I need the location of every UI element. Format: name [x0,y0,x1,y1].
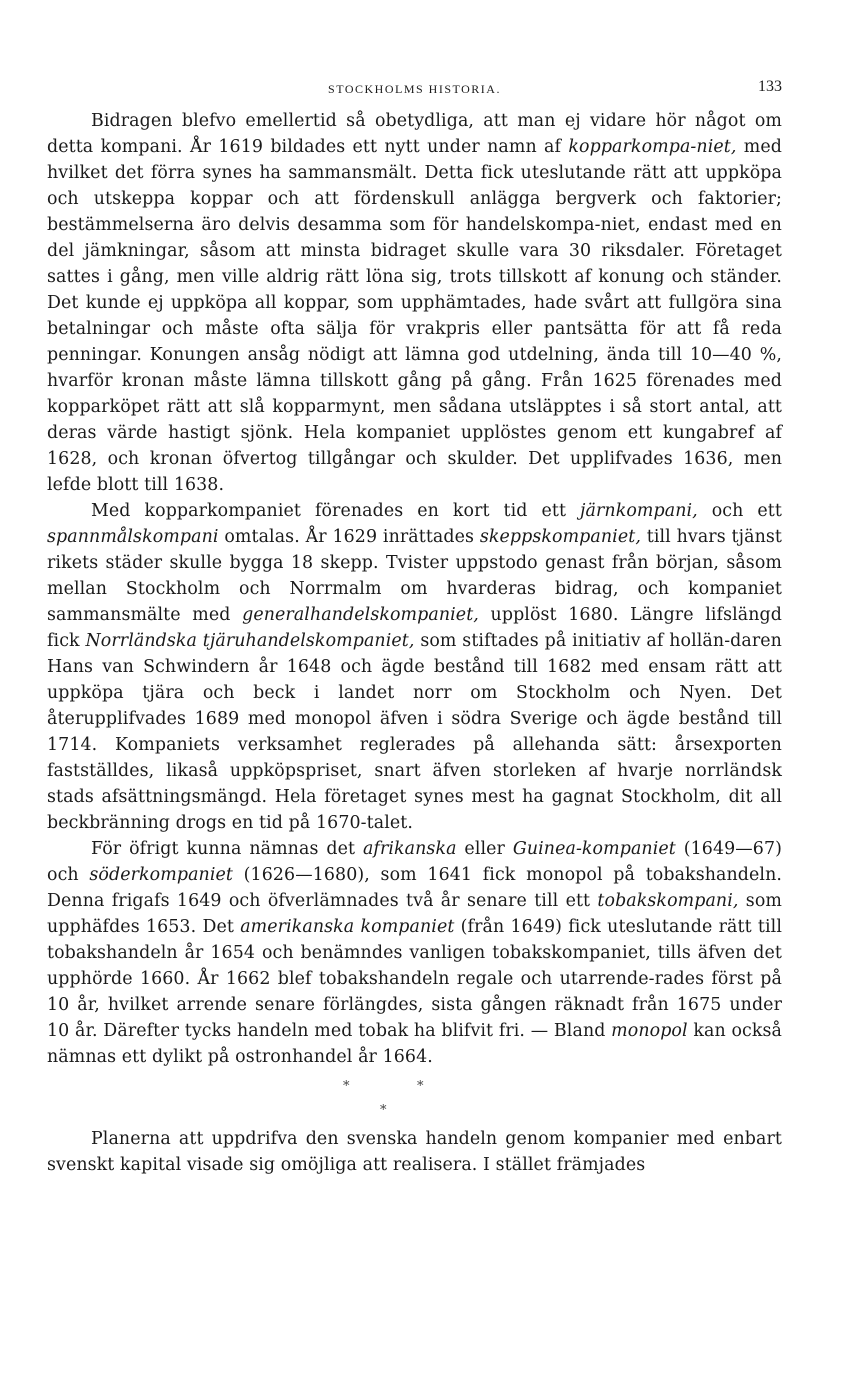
text-run: Bidragen blefvo emellertid så obetydliga, att man ej vidare hör något om detta kompani. År 1619 bildades ett nytt under namn af [47,111,782,157]
body-text [47,108,782,1178]
text-run: till hvars tjänst rikets städer skulle bygga 18 skepp. Tvister uppstodo genast från början, såsom mellan Stockholm och Norrmalm om hvarderas bidrag, och kompaniet sammansmälte med [47,527,782,625]
text-run: eller [456,839,513,859]
text-run: som upphäfdes 1653. Det [47,891,782,937]
running-head: STOCKHOLMS HISTORIA. [328,82,501,96]
text-run: (från 1649) fick uteslutande rätt till tobakshandeln år 1654 och benämndes vanligen tobakskompaniet, tills äfven det upphörde 1660. År 1662 blef tobakshandeln regale och utarrende-rades först på 10 år, hvilket arrende senare förlängdes, sista gången räknadt från 1675 under 10 år. Därefter tycks handeln med tobak ha blifvit fri. — Bland [47,917,782,1041]
italic-term: spannmålskompani [47,527,219,547]
page-header [47,76,782,108]
text-run: upplöst 1680. Längre lifslängd fick [47,605,782,651]
book-page [47,76,782,1178]
text-run: Med kopparkompaniet förenades en kort tid ett [91,501,581,521]
text-run: med hvilket det förra synes ha sammansmält. Detta fick uteslutande rätt att uppköpa och utskeppa koppar och att fördenskull anlägga bergverk och faktorier; bestämmelserna äro delvis desamma som för handelskompa-niet, endast med en del jämkningar, såsom att minsta bidraget skulle vara 30 riksdaler. Företaget sattes i gång, men ville aldrig rätt löna sig, trots tillskott af konung och ständer. Det kunde ej uppköpa all koppar, som upphämtades, hade svårt att fullgöra sina betalningar och måste ofta sälja för vrakpris eller pantsätta för att få reda penningar. Konungen ansåg nödigt att lämna god utdelning, ända till 10—40 %, hvarför kronan måste lämna tillskott gång på gång. Från 1625 förenades med kopparköpet rätt att slå kopparmynt, men sådana utsläpptes i så stort antal, att deras värde hastigt sjönk. Hela kompaniet upplöstes genom ett kungabref af 1628, och kronan öfvertog tillgångar och skulder. Det upplifvades 1636, men lefde blott till 1638. [47,137,783,495]
paragraph-trade-companies [47,498,782,836]
italic-term: kopparkompa-niet, [568,137,737,157]
paragraph-final: Planerna att uppdrifva den svenska handeln genom kompanier med enbart svenskt kapital visade sig omöjliga att realisera. I stället främjades [47,1129,782,1175]
text-run: (1626—1680), som 1641 fick monopol på tobakshandeln. Denna frigafs 1649 och öfverlämnades två år senare till ett [47,865,782,911]
text-run: som stiftades på initiativ af hollän-daren Hans van Schwindern år 1648 och ägde bestånd till 1682 med ensam rätt att uppköpa tjära och beck i landet norr om Stockholm och Nyen. Det återupplifvades 1689 med monopol äfven i södra Sverige och ägde bestånd till 1714. Kompaniets verksamhet reglerades på allehanda sätt: årsexporten fastställdes, likaså uppköpspriset, snart äfven storleken af hvarje norrländsk stads afsättningsmängd. Hela företaget synes mest ha gagnat Stockholm, dit all beckbränning drogs en tid på 1670-talet. [47,631,782,833]
italic-term: järnkompani, [580,501,698,521]
italic-term: Norrländska tjäruhandelskompaniet, [85,631,415,651]
separator-asterisk: * [343,1079,350,1094]
italic-term: amerikanska kompaniet [240,917,455,937]
separator-asterisk: * [380,1103,387,1118]
text-run: För öfrigt kunna nämnas det [91,839,363,859]
separator-asterisk: * [417,1079,424,1094]
paragraph-other-companies [47,836,782,1070]
paragraph-copper-company [47,108,782,498]
text-run: (1649—67) och [47,839,782,885]
text-run: och ett [697,501,782,521]
italic-term: Guinea-kompaniet [512,839,676,859]
italic-term: skeppskompaniet, [479,527,641,547]
italic-term: monopol [611,1021,688,1041]
page-number: 133 [758,78,782,95]
italic-term: afrikanska [362,839,457,859]
italic-term: söderkompaniet [89,865,233,885]
italic-term: tobakskompani, [597,891,739,911]
text-run: omtalas. År 1629 inrättades [218,527,480,547]
text-run: kan också nämnas ett dylikt på ostronhandel år 1664. [47,1021,783,1067]
italic-term: generalhandelskompaniet, [242,605,479,625]
section-separator [47,1070,782,1126]
